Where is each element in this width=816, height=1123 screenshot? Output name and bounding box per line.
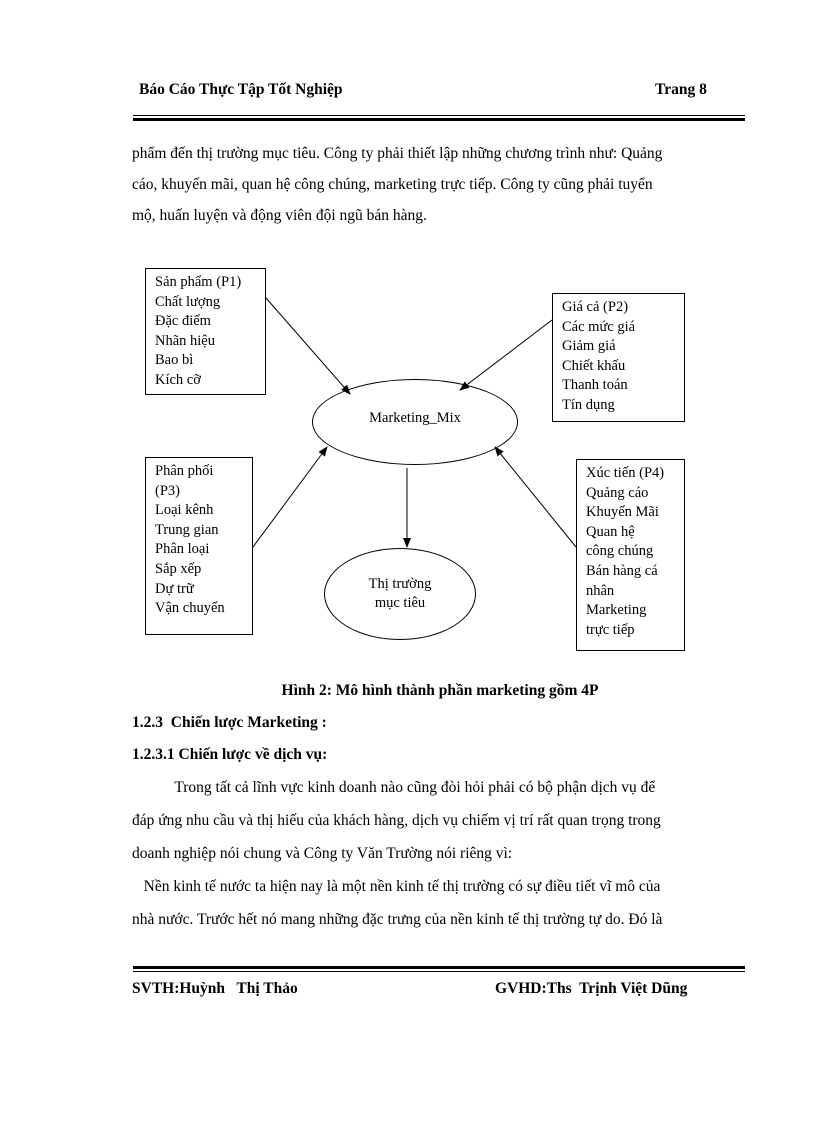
page-number: Trang 8 xyxy=(655,81,707,98)
box-line: Chiết khấu xyxy=(562,357,626,374)
arrow-promotion xyxy=(495,447,576,547)
box-line: trực tiếp xyxy=(586,621,635,638)
body-line: Trong tất cả lĩnh vực kinh doanh nào cũng đòi hỏi phải có bộ phận dịch vụ để xyxy=(132,779,656,796)
box-line: Phân phối xyxy=(155,463,214,479)
subsection-heading: 1.2.3.1 Chiến lược về dịch vụ: xyxy=(132,746,328,763)
box-line: Quan hệ xyxy=(586,523,635,540)
intro-line: phẩm đến thị trường mục tiêu. Công ty phải thiết lập những chương trình như: Quảng xyxy=(132,145,663,162)
box-line: Trung gian xyxy=(155,521,219,538)
box-line: Marketing xyxy=(586,602,647,619)
target-market-ellipse xyxy=(324,548,476,640)
body-line: Nền kinh tế nước ta hiện nay là một nền kinh tế thị trường có sự điều tiết vĩ mô của xyxy=(132,878,661,895)
box-line: Sản phẩm (P1) xyxy=(155,274,242,290)
price-box xyxy=(552,293,685,422)
box-line: nhân xyxy=(586,582,615,599)
header-title: Báo Cáo Thực Tập Tốt Nghiệp xyxy=(139,81,343,98)
box-line: Khuyến Mãi xyxy=(586,504,659,521)
product-box xyxy=(145,268,266,395)
marketing-mix-ellipse xyxy=(312,379,518,465)
box-line: Quảng cáo xyxy=(586,484,649,501)
box-line: Bán hàng cá xyxy=(586,562,658,579)
body-paragraph xyxy=(132,771,732,936)
footer-rule-thick xyxy=(133,966,745,969)
box-line: Tín dụng xyxy=(562,396,615,413)
market-line: Thị trường xyxy=(368,576,432,592)
box-line: Loại kênh xyxy=(155,502,214,519)
intro-line: cáo, khuyến mãi, quan hệ công chúng, marketing trực tiếp. Công ty cũng phải tuyển xyxy=(132,176,653,193)
box-line: Đặc điểm xyxy=(155,313,211,330)
center-label: Marketing_Mix xyxy=(369,410,461,426)
box-line: (P3) xyxy=(155,482,180,499)
box-line: Dự trữ xyxy=(155,580,194,597)
arrow-product xyxy=(266,298,350,394)
box-line: Thanh toán xyxy=(562,377,628,394)
box-line: Vận chuyển xyxy=(155,600,225,617)
footer-rule-thin xyxy=(133,971,745,972)
box-line: Nhãn hiệu xyxy=(155,332,215,349)
intro-line: mộ, huấn luyện và động viên đội ngũ bán hàng. xyxy=(132,207,427,224)
footer-student: SVTH:Huỳnh Thị Thảo xyxy=(132,980,298,997)
body-line: nhà nước. Trước hết nó mang những đặc trưng của nền kinh tế thị trường tự do. Đó là xyxy=(132,911,663,928)
box-line: Bao bì xyxy=(155,352,194,369)
arrow-place xyxy=(253,447,327,547)
body-line: đáp ứng nhu cầu và thị hiếu của khách hàng, dịch vụ chiếm vị trí rất quan trọng trong xyxy=(132,812,661,829)
section-heading: 1.2.3 Chiến lược Marketing : xyxy=(132,714,327,731)
box-line: Sắp xếp xyxy=(155,560,202,577)
box-line: Giảm giá xyxy=(562,338,616,355)
place-box xyxy=(145,457,253,635)
figure-caption xyxy=(0,682,816,700)
arrow-price xyxy=(460,320,552,390)
box-line: công chúng xyxy=(586,543,654,560)
box-line: Xúc tiến (P4) xyxy=(586,465,665,481)
footer-advisor: GVHD:Ths Trịnh Việt Dũng xyxy=(495,980,688,997)
market-line: mục tiêu xyxy=(374,595,426,611)
box-line: Các mức giá xyxy=(562,318,636,335)
box-line: Kích cỡ xyxy=(155,371,201,388)
box-line: Phân loại xyxy=(155,541,210,558)
box-line: Chất lượng xyxy=(155,293,221,310)
box-line: Giá cả (P2) xyxy=(562,299,629,315)
body-line: doanh nghiệp nói chung và Công ty Văn Trường nói riêng vì: xyxy=(132,845,513,862)
caption-text: Hình 2: Mô hình thành phần marketing gồm 4P xyxy=(281,682,599,699)
promotion-box xyxy=(576,459,685,651)
